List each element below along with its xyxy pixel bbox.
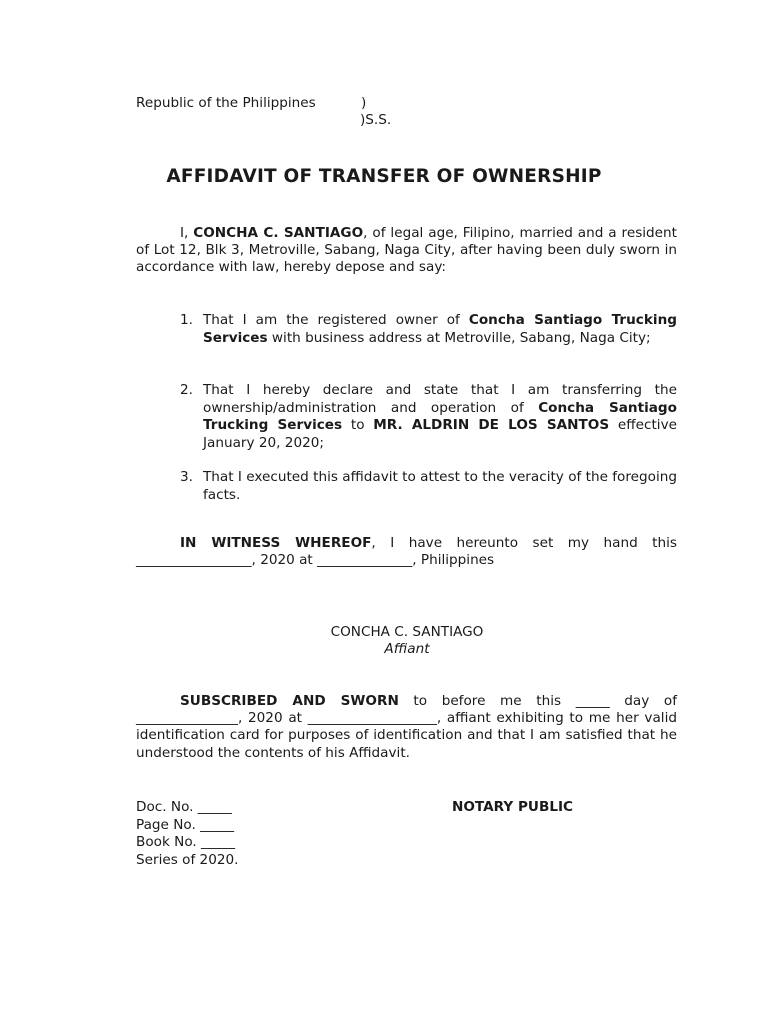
list-item-1 bbox=[180, 312, 677, 347]
list-item-text: with business address at Metroville, Sabang, Naga City; bbox=[267, 329, 651, 346]
venue-country: Republic of the Philippines bbox=[136, 95, 316, 111]
intro-paragraph bbox=[136, 225, 677, 277]
witness-paragraph bbox=[136, 535, 677, 569]
notarial-register-block bbox=[136, 799, 238, 869]
witness-text: , Philippines bbox=[412, 552, 495, 569]
list-item-text: That I executed this affidavit to attest to the veracity of the foregoing facts. bbox=[203, 469, 677, 503]
witness-text: , I have hereunto set my hand this bbox=[371, 535, 677, 551]
list-item-text: to bbox=[342, 417, 374, 434]
affiant-label: Affiant bbox=[384, 641, 430, 657]
page-number: Page No. _____ bbox=[136, 816, 235, 833]
list-item-text: effective January 20, 2020; bbox=[203, 417, 677, 451]
intro-text-1: I, bbox=[180, 225, 194, 241]
list-item-2 bbox=[180, 382, 677, 452]
doc-number: Doc. No. _____ bbox=[136, 799, 232, 815]
list-item-text: That I hereby declare and state that I am transferring the ownership/administration and operation of bbox=[203, 382, 677, 416]
list-item-number: 2. bbox=[180, 382, 193, 398]
list-item-number: 1. bbox=[180, 312, 193, 328]
subscribed-text: , 2020 at bbox=[237, 710, 308, 727]
subscribed-text: , affiant exhibiting to me her valid identification card for purposes of identification and that I am satisfied that he understood the contents of his Affidavit. bbox=[136, 710, 677, 761]
book-number: Book No. _____ bbox=[136, 834, 236, 850]
list-item-number: 3. bbox=[180, 469, 193, 485]
affiant-name-inline: CONCHA C. SANTIAGO bbox=[193, 225, 364, 241]
day-blank: _____ bbox=[575, 693, 610, 709]
business-name: Concha Santiago Trucking Services bbox=[203, 312, 677, 346]
subscribed-heading: SUBSCRIBED AND SWORN bbox=[180, 693, 399, 709]
venue-block bbox=[136, 95, 392, 128]
place-blank: ___________________ bbox=[307, 710, 437, 727]
witness-heading: IN WITNESS WHEREOF bbox=[180, 535, 372, 551]
intro-text-2: , of legal age, Filipino, married and a resident of Lot 12, Blk 3, Metroville, Sabang, Naga City, after having been duly sworn in accordance with law, hereby depose and say: bbox=[136, 225, 677, 276]
month-blank: _______________ bbox=[136, 710, 238, 727]
affiant-signature-name: CONCHA C. SANTIAGO bbox=[330, 624, 484, 640]
witness-text: , 2020 at bbox=[251, 552, 318, 569]
document-title: AFFIDAVIT OF TRANSFER OF OWNERSHIP bbox=[166, 166, 602, 187]
venue-ss: )S.S. bbox=[360, 112, 392, 128]
place-blank: ______________ bbox=[317, 552, 413, 569]
subscribed-text: to before me this bbox=[398, 693, 576, 709]
notary-public-label: NOTARY PUBLIC bbox=[452, 799, 574, 815]
business-name: Concha Santiago Trucking Services bbox=[203, 399, 677, 434]
subscribed-text: day of bbox=[609, 693, 677, 709]
list-item-text: That I am the registered owner of bbox=[203, 312, 469, 328]
subscribed-paragraph bbox=[136, 693, 677, 762]
venue-paren: ) bbox=[361, 95, 367, 111]
date-blank: _________________ bbox=[136, 552, 252, 569]
list-item-3 bbox=[180, 469, 677, 504]
transferee-name: MR. ALDRIN DE LOS SANTOS bbox=[373, 417, 610, 434]
series-year: Series of 2020. bbox=[136, 851, 239, 868]
